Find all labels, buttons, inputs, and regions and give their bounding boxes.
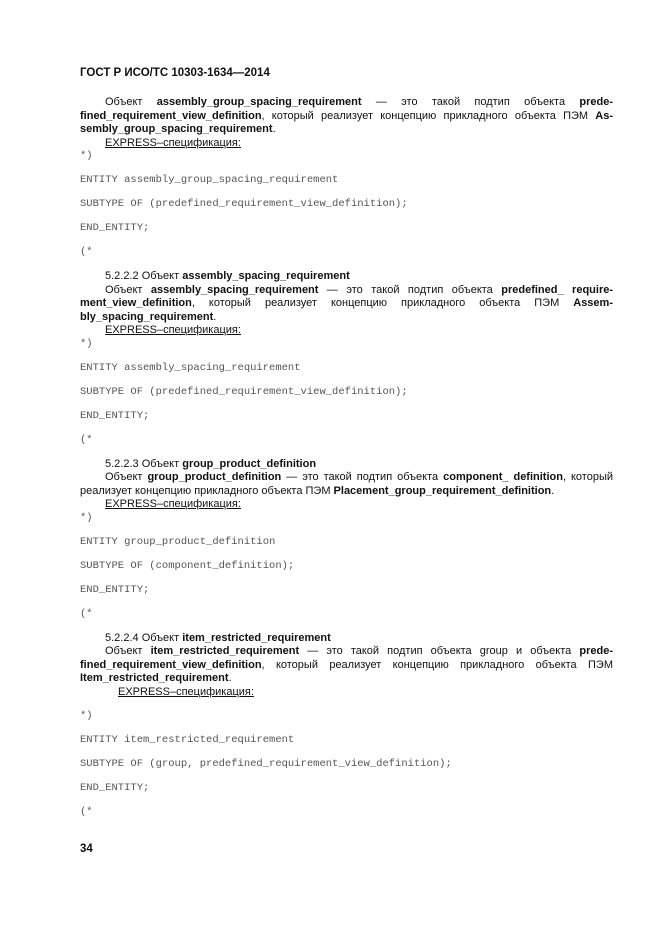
express-spec-label: [80, 324, 613, 338]
paragraph-line: [80, 110, 613, 124]
bold-term: group_product_definition: [147, 471, 282, 483]
section-3: [80, 458, 613, 622]
text-run: , который реализует концепцию прикладного объекта ПЭМ: [261, 109, 596, 122]
code-line: *): [80, 511, 93, 524]
code-line: END_ENTITY;: [80, 781, 150, 794]
text-run: Объект: [105, 471, 148, 483]
bold-term: Placement_group_requirement_definition: [333, 484, 552, 497]
bold-term: assembly_spacing_requirement: [182, 270, 350, 282]
bold-term: sembly_group_spacing_requirement: [80, 123, 273, 135]
bold-term: fined_requirement_view_definition: [80, 658, 262, 671]
bold-term: As-: [595, 109, 613, 122]
code-line: *): [80, 150, 93, 162]
code-line: END_ENTITY;: [80, 409, 150, 422]
code-line: *): [80, 709, 93, 722]
paragraph-line: [80, 672, 613, 686]
bold-term: item_restricted_requirement: [150, 645, 300, 657]
document-header: ГОСТ Р ИСО/ТС 10303-1634—2014: [80, 67, 270, 79]
code-line: END_ENTITY;: [80, 222, 150, 234]
code-line: (*: [80, 246, 93, 258]
text-run: .: [551, 484, 555, 497]
text-run: Объект: [105, 645, 151, 657]
paragraph-line: [80, 659, 613, 673]
page-content: [80, 66, 613, 819]
paragraph-line: [80, 485, 613, 499]
section-1: [80, 96, 613, 260]
express-spec-label: [80, 137, 613, 151]
code-line: ENTITY assembly_spacing_requirement: [80, 361, 301, 374]
section-heading: [80, 632, 613, 646]
section-2: [80, 270, 613, 447]
bold-term: predefined_ require-: [501, 283, 613, 296]
code-line: ENTITY assembly_group_spacing_requirement: [80, 174, 339, 186]
text-run: реализует концепцию прикладного объекта ПЭМ: [80, 484, 334, 497]
paragraph-line: [80, 311, 613, 325]
page-number: 34: [80, 843, 93, 855]
text-run: , который: [562, 471, 613, 483]
express-spec-link: EXPRESS–спецификация:: [105, 498, 241, 510]
text-run: 5.2.2.4 Объект: [105, 631, 183, 644]
code-line: ENTITY group_product_definition: [80, 535, 276, 548]
express-spec-link: EXPRESS–спецификация:: [105, 324, 241, 336]
text-run: — это такой подтип объекта group и объекта: [299, 645, 580, 657]
code-line: (*: [80, 433, 93, 446]
bold-term: component_ definition: [443, 471, 563, 483]
paragraph-line: [80, 471, 613, 485]
text-run: 5.2.2.2 Объект: [105, 270, 183, 282]
bold-term: bly_spacing_requirement: [80, 310, 214, 323]
code-line: SUBTYPE OF (predefined_requirement_view_definition);: [80, 198, 408, 210]
sections: [80, 96, 613, 819]
paragraph-line: [80, 297, 613, 311]
text-run: .: [228, 672, 232, 684]
text-run: , который реализует концепцию прикладного объекта ПЭМ: [191, 297, 574, 309]
text-run: 5.2.2.3 Объект: [105, 457, 183, 470]
bold-term: assembly_spacing_requirement: [150, 283, 319, 296]
section-4: [80, 632, 613, 820]
express-spec-link: EXPRESS–спецификация:: [105, 136, 241, 149]
text-run: — это такой подтип объекта: [281, 471, 444, 483]
code-line: (*: [80, 607, 93, 620]
bold-term: ment_view_definition: [80, 297, 192, 309]
express-spec-label: [80, 498, 613, 512]
bold-term: prede-: [579, 96, 613, 108]
text-run: — это такой подтип объекта: [361, 96, 580, 108]
paragraph-line: [80, 123, 613, 137]
bold-term: item_restricted_requirement: [182, 631, 331, 644]
code-line: *): [80, 337, 93, 350]
code-line: END_ENTITY;: [80, 583, 150, 596]
bold-term: fined_requirement_view_definition: [80, 109, 262, 122]
paragraph-line: [80, 645, 613, 659]
express-spec-link: EXPRESS–спецификация:: [118, 685, 254, 698]
text-run: , который реализует концепцию прикладного объекта ПЭМ: [261, 658, 613, 671]
text-run: Объект: [105, 283, 151, 296]
paragraph-line: [80, 284, 613, 298]
bold-term: prede-: [579, 645, 613, 657]
code-line: SUBTYPE OF (predefined_requirement_view_definition);: [80, 385, 408, 398]
text-run: — это такой подтип объекта: [318, 283, 502, 296]
text-run: .: [213, 310, 217, 323]
express-spec-label: [80, 686, 613, 700]
text-run: Объект: [105, 96, 157, 108]
code-line: (*: [80, 805, 93, 818]
bold-term: Item_restricted_requirement: [80, 672, 229, 684]
paragraph-line: [80, 96, 613, 110]
bold-term: group_product_definition: [182, 457, 317, 470]
code-line: ENTITY item_restricted_requirement: [80, 733, 295, 746]
bold-term: Assem-: [573, 297, 613, 309]
section-heading: [80, 270, 613, 284]
text-run: .: [272, 123, 276, 135]
code-line: SUBTYPE OF (group, predefined_requirement_view_definition);: [80, 757, 452, 770]
code-line: SUBTYPE OF (component_definition);: [80, 559, 295, 572]
bold-term: assembly_group_spacing_requirement: [156, 96, 362, 108]
section-heading: [80, 458, 613, 472]
